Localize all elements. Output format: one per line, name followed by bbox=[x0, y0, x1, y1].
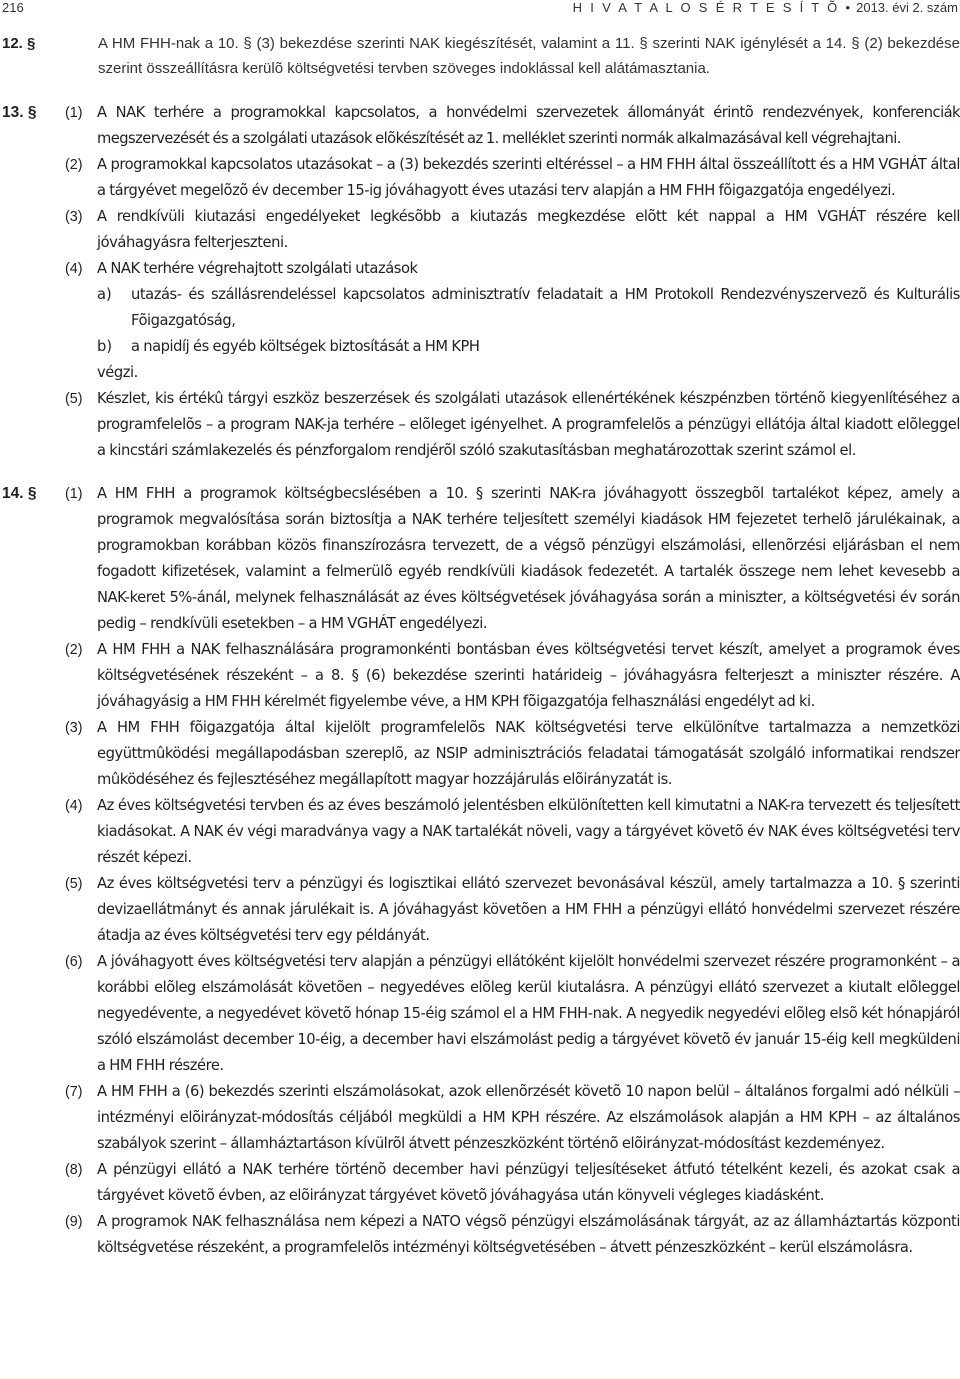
paragraph bbox=[0, 949, 960, 1079]
running-head bbox=[573, 0, 958, 15]
paragraph-number: (2) bbox=[65, 642, 83, 658]
paragraph bbox=[0, 481, 960, 637]
paragraph-number: (3) bbox=[65, 720, 83, 736]
paragraph bbox=[0, 1209, 960, 1261]
paragraph-text: A programokkal kapcsolatos utazásokat – a (3) bekezdés szerinti eltéréssel – a HM FHH által összeállított és a HM VGHÁT által a tárgyévet megelõzõ év december 15-ig jóváhagyott éves utazási terv alapján a HM FHH fõigazgatója engedélyezi. bbox=[97, 156, 960, 199]
document-body bbox=[0, 31, 960, 1261]
paragraph bbox=[0, 256, 960, 386]
issue-label: 2013. évi 2. szám bbox=[856, 0, 958, 15]
paragraph-closing: végzi. bbox=[97, 364, 138, 381]
paragraph bbox=[0, 1079, 960, 1157]
paragraph-text: Az éves költségvetési tervben és az éves beszámoló jelentésben elkülönítetten kell kimutatni a NAK-ra tervezett és teljesített kiadásokat. A NAK év végi maradványa vagy a NAK tartalékát növeli, vagy a tárgyévet követõ év NAK éves költségvetési terv részét képezi. bbox=[97, 797, 960, 866]
paragraph-number: (7) bbox=[65, 1084, 83, 1100]
section-13 bbox=[0, 100, 960, 464]
paragraph bbox=[0, 100, 960, 152]
paragraph-text: A HM FHH a (6) bekezdés szerinti elszámolásokat, azok ellenõrzését követõ 10 napon belül – általános forgalmi adó nélküli – intézményi elõirányzat-módosítás céljából megküldi a HM KPH részére. Az elszámolások alapján a HM KPH – az általános szabályok szerint – államháztartáson kívülrõl átvett pénzeszközként történõ elõirányzat-módosítást kezdeményez. bbox=[97, 1083, 960, 1152]
section-number: 12. § bbox=[2, 35, 36, 52]
paragraph-number: (4) bbox=[65, 798, 83, 814]
paragraph-number: (1) bbox=[65, 486, 83, 502]
paragraph-number: (9) bbox=[65, 1214, 83, 1230]
paragraph bbox=[0, 871, 960, 949]
paragraph-text: A HM FHH a NAK felhasználására programonkénti bontásban éves költségvetési tervet készít, amelyet a programok éves költségvetésének részeként – a 8. § (6) bekezdése szerinti határideig – jóváhagyásra felterjeszt a miniszter részére. A jóváhagyásig a HM FHH kérelmét figyelembe véve, a HM KPH fõigazgatója felhasználási engedélyt ad ki. bbox=[97, 641, 960, 710]
paragraph-number: (6) bbox=[65, 954, 83, 970]
page-header bbox=[0, 0, 960, 22]
page-number: 216 bbox=[2, 0, 24, 15]
paragraph-text: A jóváhagyott éves költségvetési terv alapján a pénzügyi ellátóként kijelölt honvédelmi szervezet részére programonként – a korábbi elõleg elszámolását követõen – negyedéves elõleg kerül kiutalásra. A pénzügyi ellátó szervezet a kiutalt elõleggel negyedévente, a negyedévet követõ hónap 15-éig számol el a HM FHH-nak. A negyedik negyedévi elõleg elsõ két hónapjáról szóló elszámolást december 10-éig, a december havi elszámolást pedig a tárgyévet követõ év január 15-éig kell megküldeni a HM FHH részére. bbox=[97, 953, 960, 1074]
list-item bbox=[0, 282, 960, 334]
paragraph-text: A NAK terhére végrehajtott szolgálati utazások bbox=[97, 260, 418, 277]
paragraph-number: (4) bbox=[65, 261, 83, 277]
section-number: 14. § bbox=[2, 485, 37, 502]
paragraph bbox=[0, 715, 960, 793]
section-12 bbox=[0, 31, 960, 81]
item-text: a napidíj és egyéb költségek biztosítását a HM KPH bbox=[131, 338, 480, 355]
paragraph bbox=[0, 637, 960, 715]
section-number: 13. § bbox=[2, 104, 37, 121]
publication-title: H I V A T A L O S É R T E S Í T Õ bbox=[572, 0, 840, 15]
paragraph-number: (8) bbox=[65, 1162, 83, 1178]
list-item bbox=[0, 334, 960, 360]
paragraph-text: A HM FHH a programok költségbecslésében a 10. § szerinti NAK-ra jóváhagyott összegbõl tartalékot képez, amely a programok megvalósítása során biztosítja a NAK terhére teljesített személyi kiadások HM fejezetet terhelõ járulékainak, a programokban korábban közös finanszírozásra tervezett, de a végsõ pénzügyi elszámolási, ellenõrzési eljárásban el nem fogadott kifizetések, valamint a felmerülõ egyéb rendkívüli kiadások fedezetét. A tartalék összege nem lehet kevesebb a NAK-keret 5%-ánál, melynek felhasználását az éves költségvetések jóváhagyása során a miniszter, a költségvetési év során pedig – rendkívüli esetekben – a HM VGHÁT engedélyezi. bbox=[97, 485, 960, 632]
item-letter: b) bbox=[97, 338, 113, 355]
paragraph bbox=[0, 152, 960, 204]
paragraph-text: Az éves költségvetési terv a pénzügyi és logisztikai ellátó szervezet bevonásával készül, amely tartalmazza a 10. § szerinti devizaellátmányt és annak járulékait is. A jóváhagyást követõen a HM FHH a pénzügyi ellátó honvédelmi szervezet részére átadja az éves költségvetési terv egy példányát. bbox=[97, 875, 960, 944]
paragraph-text: A NAK terhére a programokkal kapcsolatos, a honvédelmi szervezetek állományát érintõ rendezvények, konferenciák megszervezését és a szolgálati utazások elõkészítését az 1. melléklet szerinti normák alkalmazásával kell végrehajtani. bbox=[97, 104, 960, 147]
paragraph-number: (2) bbox=[65, 157, 83, 173]
paragraph-text: Készlet, kis értékû tárgyi eszköz beszerzések és szolgálati utazások ellenértékének készpénzben történõ kiegyenlítéséhez a programfelelõs – a program NAK-ja terhére – elõleget igényelhet. A programfelelõs a pénzügyi ellátója által kiadott elõleggel a kincstári számlakezelés és pénzforgalom rendjérõl szóló szakutasításban meghatározottak szerint számol el. bbox=[97, 390, 960, 459]
paragraph-number: (1) bbox=[65, 105, 83, 121]
item-text: utazás- és szállásrendeléssel kapcsolatos adminisztratív feladatait a HM Protokoll Rendezvényszervezõ és Kulturális Fõigazgatóság, bbox=[131, 286, 960, 329]
paragraph-number: (3) bbox=[65, 209, 83, 225]
paragraph-text: A programok NAK felhasználása nem képezi a NATO végsõ pénzügyi elszámolásának tárgyát, az az államháztartás központi költségvetése részeként, a programfelelõs intézményi költségvetésében – átvett pénzeszközként – kerül elszámolásra. bbox=[97, 1213, 960, 1256]
section-text: A HM FHH-nak a 10. § (3) bekezdése szerinti NAK kiegészítését, valamint a 11. § szerinti NAK igénylését a 14. § (2) bekezdése szerint összeállításra kerülõ költségvetési tervben szöveges indoklással kell alátámasztania. bbox=[98, 35, 960, 77]
paragraph bbox=[0, 204, 960, 256]
section-14 bbox=[0, 481, 960, 1261]
paragraph bbox=[0, 386, 960, 464]
item-letter: a) bbox=[97, 286, 112, 303]
paragraph-text: A pénzügyi ellátó a NAK terhére történõ december havi pénzügyi teljesítéseket átfutó tételként kezeli, és azokat csak a tárgyévet követõ évben, az elõirányzat tárgyévet követõ jóváhagyása után könyveli végleges kiadásként. bbox=[97, 1161, 960, 1204]
bullet-separator: • bbox=[845, 0, 851, 15]
paragraph bbox=[0, 793, 960, 871]
paragraph bbox=[0, 1157, 960, 1209]
paragraph-text: A rendkívüli kiutazási engedélyeket legkésõbb a kiutazás megkezdése elõtt két nappal a HM VGHÁT részére kell jóváhagyásra felterjeszteni. bbox=[97, 208, 960, 251]
paragraph-number: (5) bbox=[65, 876, 83, 892]
paragraph-number: (5) bbox=[65, 391, 83, 407]
paragraph-text: A HM FHH fõigazgatója által kijelölt programfelelõs NAK költségvetési terve elkülönítve tartalmazza a nemzetközi együttmûködési megállapodásban szereplõ, az NSIP adminisztrációs feladatai támogatását szolgáló informatikai rendszer mûködéséhez és fejlesztéséhez megállapított magyar hozzájárulás elõirányzatát is. bbox=[97, 719, 960, 788]
